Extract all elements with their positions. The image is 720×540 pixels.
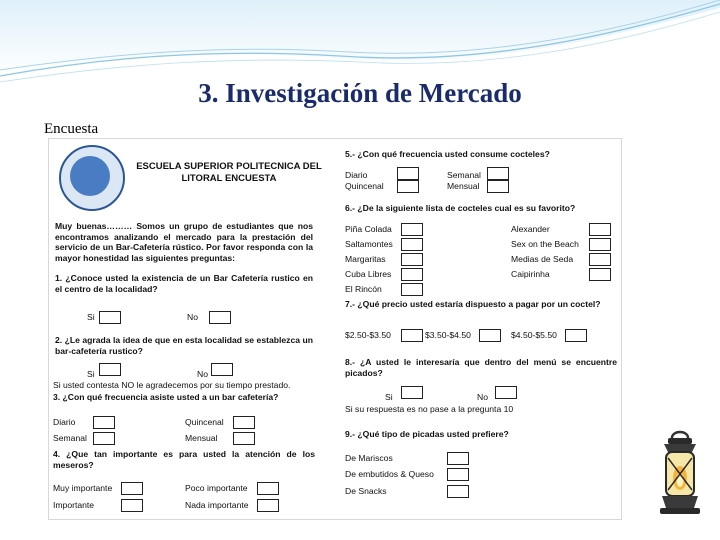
survey-intro: Muy buenas……… Somos un grupo de estudiantes que nos encontramos analizando el mercado para la prestación del servicio de un Bar-Cafetería rústico. Por favor responda con la mayor honestidad las siguientes preguntas: — [55, 221, 313, 263]
q5-diario-checkbox[interactable] — [397, 167, 419, 180]
q6-sex-beach-checkbox[interactable] — [589, 238, 611, 251]
q7-price2-checkbox[interactable] — [479, 329, 501, 342]
q9-snacks-label: De Snacks — [345, 486, 387, 496]
question-5: 5.- ¿Con qué frecuencia usted consume cocteles? — [345, 149, 550, 159]
q8-si-checkbox[interactable] — [401, 386, 423, 399]
no-answer-note: Si usted contesta NO le agradecemos por su tiempo prestado. — [53, 380, 291, 390]
q5-mensual-label: Mensual — [447, 181, 480, 191]
q3-quincenal-checkbox[interactable] — [233, 416, 255, 429]
question-7: 7.- ¿Qué precio usted estaría dispuesto a pagar por un coctel? — [345, 299, 601, 309]
q4-poco-importante-checkbox[interactable] — [257, 482, 279, 495]
q2-no-label: No — [197, 369, 208, 379]
q6-caipirinha-checkbox[interactable] — [589, 268, 611, 281]
question-4: 4. ¿Que tan importante es para usted la atención de los meseros? — [53, 449, 315, 470]
q7-price3-label: $4.50-$5.50 — [511, 330, 557, 340]
q1-no-checkbox[interactable] — [209, 311, 231, 324]
question-2: 2. ¿Le agrada la idea de que en esta localidad se establezca un bar-cafetería rustico? — [55, 335, 313, 356]
q4-muy-importante-checkbox[interactable] — [121, 482, 143, 495]
espol-seal-icon — [59, 145, 125, 211]
q5-semanal-checkbox[interactable] — [487, 167, 509, 180]
survey-document — [48, 138, 622, 520]
q4-nada-importante-label: Nada importante — [185, 500, 249, 510]
q1-si-checkbox[interactable] — [99, 311, 121, 324]
q3-semanal-label: Semanal — [53, 433, 87, 443]
q2-si-checkbox[interactable] — [99, 363, 121, 376]
page-title: 3. Investigación de Mercado — [198, 78, 522, 108]
q5-quincenal-checkbox[interactable] — [397, 180, 419, 193]
q7-price3-checkbox[interactable] — [565, 329, 587, 342]
question-9: 9.- ¿Qué tipo de picadas usted prefiere? — [345, 429, 509, 439]
question-3: 3. ¿Con qué frecuencia asiste usted a un bar cafetería? — [53, 392, 279, 402]
q4-importante-label: Importante — [53, 500, 95, 510]
q2-no-checkbox[interactable] — [211, 363, 233, 376]
survey-header: ESCUELA SUPERIOR POLITECNICA DEL LITORAL ENCUESTA — [136, 161, 322, 184]
q9-mariscos-label: De Mariscos — [345, 453, 393, 463]
q6-saltamontes-checkbox[interactable] — [401, 238, 423, 251]
q8-no-checkbox[interactable] — [495, 386, 517, 399]
q6-el-rincon-checkbox[interactable] — [401, 283, 423, 296]
q8-no-label: No — [477, 392, 488, 402]
q6-cuba-libres-label: Cuba Libres — [345, 269, 392, 279]
q1-si-label: Si — [87, 312, 95, 322]
q5-quincenal-label: Quincenal — [345, 181, 384, 191]
skip-note: Si su respuesta es no pase a la pregunta 10 — [345, 404, 514, 414]
q4-muy-importante-label: Muy importante — [53, 483, 113, 493]
q5-mensual-checkbox[interactable] — [487, 180, 509, 193]
q6-sex-beach-label: Sex on the Beach — [511, 239, 579, 249]
q5-diario-label: Diario — [345, 170, 368, 180]
page-subtitle: Encuesta — [44, 121, 99, 137]
q3-diario-checkbox[interactable] — [93, 416, 115, 429]
q6-margaritas-checkbox[interactable] — [401, 253, 423, 266]
q3-semanal-checkbox[interactable] — [93, 432, 115, 445]
q4-nada-importante-checkbox[interactable] — [257, 499, 279, 512]
q6-el-rincon-label: El Rincón — [345, 284, 382, 294]
question-6: 6.- ¿De la siguiente lista de cocteles cual es su favorito? — [345, 203, 576, 213]
q4-poco-importante-label: Poco importante — [185, 483, 248, 493]
q4-importante-checkbox[interactable] — [121, 499, 143, 512]
q6-caipirinha-label: Caipirinha — [511, 269, 550, 279]
q9-mariscos-checkbox[interactable] — [447, 452, 469, 465]
q5-semanal-label: Semanal — [447, 170, 481, 180]
q6-saltamontes-label: Saltamontes — [345, 239, 393, 249]
q6-medias-seda-label: Medias de Seda — [511, 254, 574, 264]
q3-diario-label: Diario — [53, 417, 76, 427]
q6-pina-colada-checkbox[interactable] — [401, 223, 423, 236]
q2-si-label: Si — [87, 369, 95, 379]
q6-alexander-checkbox[interactable] — [589, 223, 611, 236]
lantern-icon — [650, 428, 710, 520]
q7-price1-label: $2.50-$3.50 — [345, 330, 391, 340]
q9-snacks-checkbox[interactable] — [447, 485, 469, 498]
q3-mensual-label: Mensual — [185, 433, 218, 443]
q7-price1-checkbox[interactable] — [401, 329, 423, 342]
q1-no-label: No — [187, 312, 198, 322]
q3-quincenal-label: Quincenal — [185, 417, 224, 427]
q3-mensual-checkbox[interactable] — [233, 432, 255, 445]
question-8: 8.- ¿A usted le interesaría que dentro del menú se encuentre picados? — [345, 357, 617, 378]
q6-margaritas-label: Margaritas — [345, 254, 386, 264]
q9-embutidos-label: De embutidos & Queso — [345, 469, 434, 479]
q6-medias-seda-checkbox[interactable] — [589, 253, 611, 266]
q8-si-label: Si — [385, 392, 393, 402]
question-1: 1. ¿Conoce usted la existencia de un Bar Cafetería rustico en el centro de la localidad? — [55, 273, 313, 294]
q7-price2-label: $3.50-$4.50 — [425, 330, 471, 340]
q6-cuba-libres-checkbox[interactable] — [401, 268, 423, 281]
q6-pina-colada-label: Piña Colada — [345, 224, 392, 234]
q6-alexander-label: Alexander — [511, 224, 550, 234]
q9-embutidos-checkbox[interactable] — [447, 468, 469, 481]
